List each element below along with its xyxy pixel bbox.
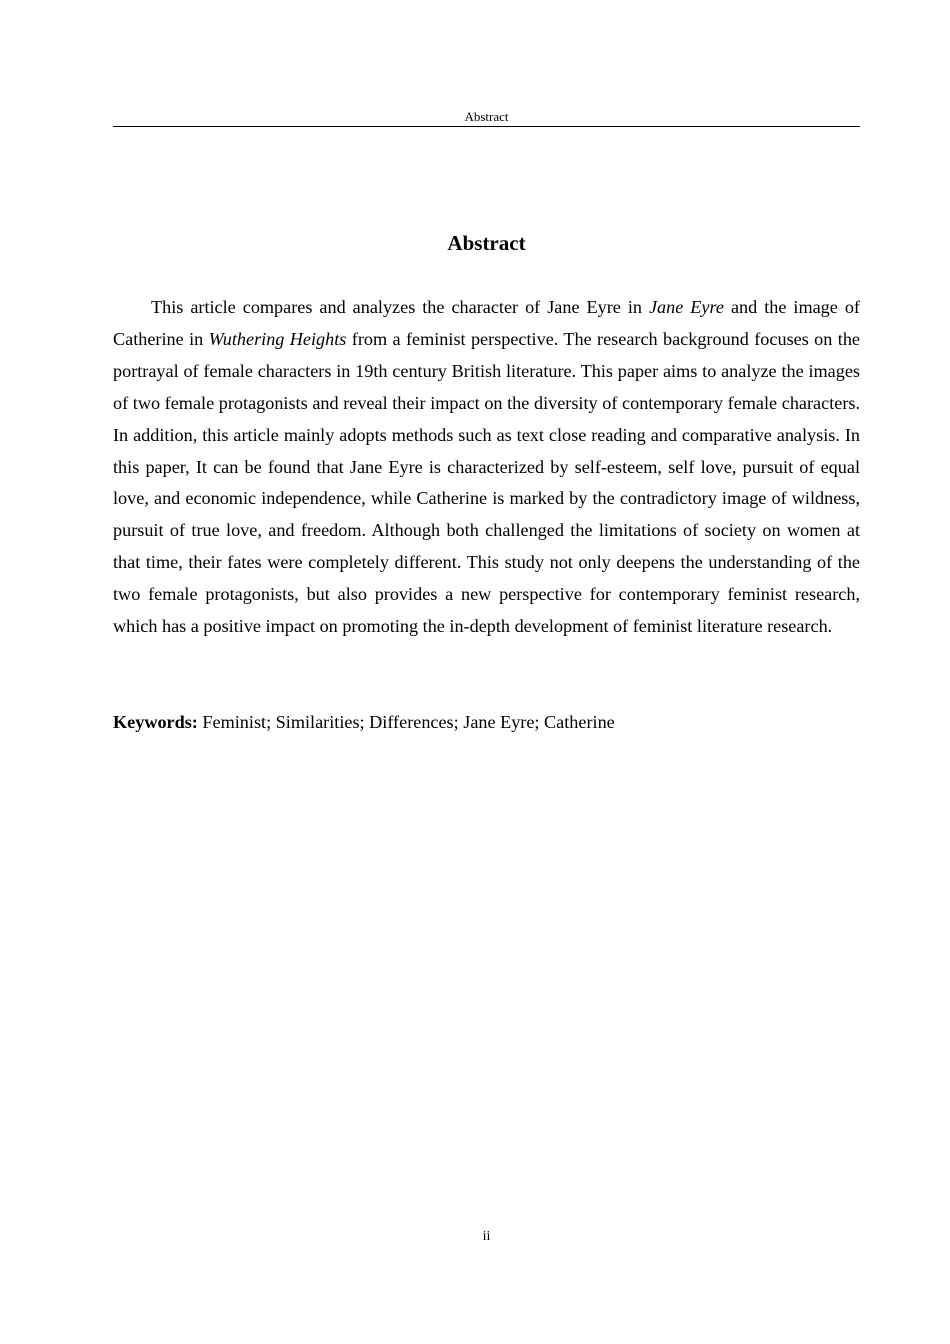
running-header: Abstract bbox=[464, 109, 509, 124]
keywords-line bbox=[113, 707, 860, 739]
abstract-text-part-2: and the image of Catherine in bbox=[113, 297, 860, 349]
keywords-label: Keywords: bbox=[113, 712, 198, 732]
page-title: Abstract bbox=[447, 231, 526, 255]
keywords-text: Feminist; Similarities; Differences; Jane Eyre; Catherine bbox=[197, 712, 615, 732]
header-rule bbox=[113, 126, 860, 127]
page-number: ii bbox=[482, 1229, 491, 1244]
abstract-paragraph bbox=[113, 292, 860, 643]
work-title-wuthering-heights: Wuthering Heights bbox=[208, 328, 347, 349]
abstract-text-part-3: from a feminist perspective. The research background focuses on the portrayal of female characters in 19th century British literature. This paper aims to analyze the images of two female protagonists and reveal their impact on the diversity of contemporary female characters. In addition, this article mainly adopts methods such as text close reading and comparative analysis. In this paper, It can be found that Jane Eyre is characterized by self-esteem, self love, pursuit of equal love, and economic independence, while Catherine is marked by the contradictory image of wildness, pursuit of true love, and freedom. Although both challenged the limitations of society on women at that time, their fates were completely different. This study not only deepens the understanding of the two female protagonists, but also provides a new perspective for contemporary feminist research, which has a positive impact on promoting the in-depth development of feminist literature research. bbox=[113, 328, 860, 637]
abstract-text-part-1: This article compares and analyzes the character of Jane Eyre in bbox=[151, 297, 649, 317]
work-title-jane-eyre: Jane Eyre bbox=[648, 297, 724, 317]
